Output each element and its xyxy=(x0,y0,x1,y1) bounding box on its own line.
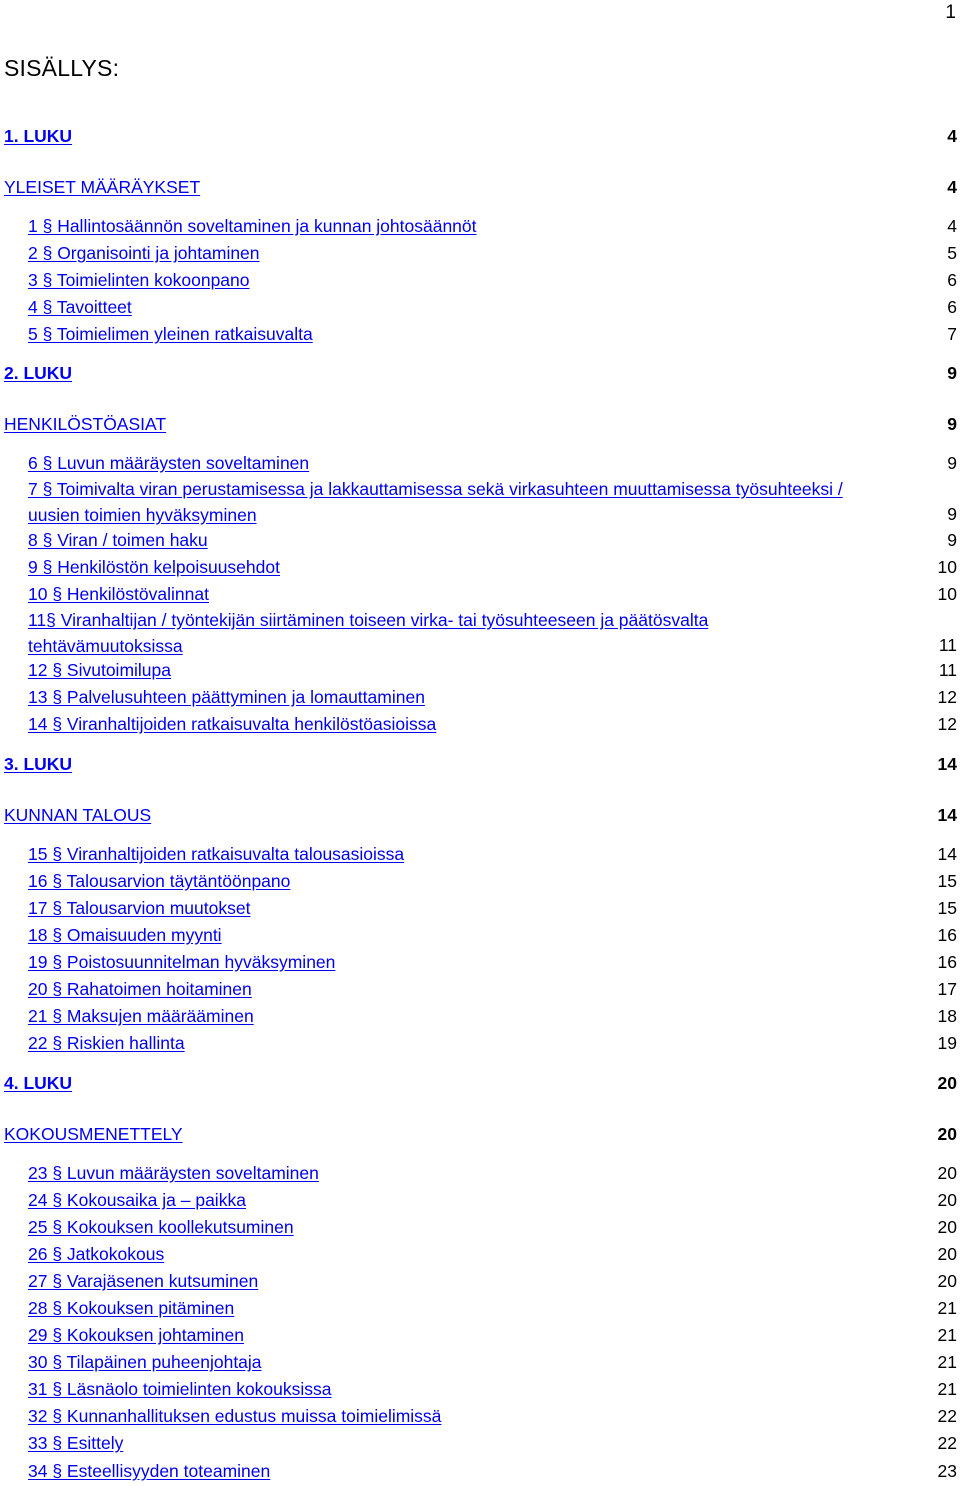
toc-page-number: 9 xyxy=(947,363,957,383)
toc-page-number: 15 xyxy=(937,871,957,891)
toc-link[interactable]: 4 § Tavoitteet xyxy=(28,297,132,317)
toc-entry-label xyxy=(28,556,280,578)
toc-page-number: 14 xyxy=(937,805,957,825)
toc-link[interactable]: 30 § Tilapäinen puheenjohtaja xyxy=(28,1352,262,1372)
toc-entry-label xyxy=(28,924,222,946)
toc-entry-label xyxy=(28,452,309,474)
toc-page-number: 22 xyxy=(937,1406,957,1426)
toc-entry xyxy=(0,529,960,555)
toc-link[interactable]: 22 § Riskien hallinta xyxy=(28,1033,185,1053)
toc-entry-label xyxy=(4,362,72,384)
toc-entry xyxy=(0,1189,960,1215)
toc-entry xyxy=(0,269,960,295)
toc-page-number: 14 xyxy=(937,844,957,864)
toc-page-number: 20 xyxy=(937,1124,957,1144)
toc-page-number: 20 xyxy=(937,1163,957,1183)
toc-entry-label xyxy=(28,583,209,605)
toc-entry-label xyxy=(28,1216,294,1238)
toc-link[interactable]: 8 § Viran / toimen haku xyxy=(28,530,208,550)
toc-entry-label xyxy=(4,1072,72,1094)
toc-entry-label xyxy=(28,686,425,708)
toc-page-number: 12 xyxy=(937,714,957,734)
toc-link[interactable]: 24 § Kokousaika ja – paikka xyxy=(28,1190,246,1210)
toc-entry xyxy=(0,296,960,322)
toc-entry-label xyxy=(4,753,72,775)
toc-link[interactable]: 31 § Läsnäolo toimielinten kokouksissa xyxy=(28,1379,332,1399)
toc-entry-label xyxy=(28,1189,246,1211)
toc-chapter xyxy=(0,362,960,388)
toc-entry xyxy=(0,686,960,712)
toc-entry xyxy=(0,1405,960,1431)
toc-page-number: 9 xyxy=(947,453,957,473)
toc-entry-label xyxy=(28,897,250,919)
toc-entry xyxy=(0,1005,960,1031)
toc-page-number: 20 xyxy=(937,1217,957,1237)
toc-page-number: 18 xyxy=(937,1006,957,1026)
toc-entry xyxy=(0,452,960,478)
toc-link[interactable]: 2. LUKU xyxy=(4,363,73,383)
toc-link[interactable]: 19 § Poistosuunnitelman hyväksyminen xyxy=(28,952,336,972)
toc-link[interactable]: 2 § Organisointi ja johtaminen xyxy=(28,243,260,263)
toc-link[interactable]: 1. LUKU xyxy=(4,126,73,146)
toc-link[interactable]: 15 § Viranhaltijoiden ratkaisuvalta talousasioissa xyxy=(28,844,405,864)
toc-page-number: 6 xyxy=(947,270,957,290)
toc-page-number: 21 xyxy=(937,1379,957,1399)
toc-entry-label xyxy=(4,125,72,147)
toc-link[interactable]: 28 § Kokouksen pitäminen xyxy=(28,1298,235,1318)
toc-entry xyxy=(0,1297,960,1323)
toc-entry-label xyxy=(28,1324,244,1346)
toc-page-number: 4 xyxy=(947,126,957,146)
toc-link[interactable]: 32 § Kunnanhallituksen edustus muissa toimielimissä xyxy=(28,1406,442,1426)
toc-entry xyxy=(0,607,960,659)
toc-link[interactable]: 1 § Hallintosäännön soveltaminen ja kunnan johtosäännöt xyxy=(28,216,477,236)
toc-page-number: 15 xyxy=(937,898,957,918)
toc-link[interactable]: 27 § Varajäsenen kutsuminen xyxy=(28,1271,259,1291)
toc-page-number: 12 xyxy=(937,687,957,707)
toc-entry-label xyxy=(28,323,313,345)
toc-entry xyxy=(0,713,960,739)
toc-link[interactable]: 23 § Luvun määräysten soveltaminen xyxy=(28,1163,319,1183)
toc-link[interactable]: 13 § Palvelusuhteen päättyminen ja lomauttaminen xyxy=(28,687,425,707)
toc-entry xyxy=(0,978,960,1004)
toc-page-number: 21 xyxy=(937,1325,957,1345)
toc-entry xyxy=(0,476,960,528)
toc-link[interactable]: 11§ Viranhaltijan / työntekijän siirtäminen toiseen virka- tai työsuhteeseen ja päätösvalta xyxy=(28,610,709,630)
toc-link[interactable]: 10 § Henkilöstövalinnat xyxy=(28,584,209,604)
toc-entry-label xyxy=(28,1378,332,1400)
toc-entry-label xyxy=(28,1351,262,1373)
toc-entry-label xyxy=(28,296,132,318)
toc-link[interactable]: HENKILÖSTÖASIAT xyxy=(4,414,167,434)
toc-link[interactable]: KOKOUSMENETTELY xyxy=(4,1124,183,1144)
toc-chapter xyxy=(0,125,960,151)
toc-entry xyxy=(0,1432,960,1458)
toc-page-number: 21 xyxy=(937,1298,957,1318)
toc-entry-label xyxy=(28,713,436,735)
toc-link[interactable]: 20 § Rahatoimen hoitaminen xyxy=(28,979,252,999)
toc-heading xyxy=(0,413,960,439)
toc-entry-label xyxy=(4,176,200,198)
toc-page-number: 21 xyxy=(937,1352,957,1372)
toc-link[interactable]: 29 § Kokouksen johtaminen xyxy=(28,1325,244,1345)
toc-entry xyxy=(0,897,960,923)
toc-entry xyxy=(0,1460,960,1486)
toc-link[interactable]: 14 § Viranhaltijoiden ratkaisuvalta henkilöstöasioissa xyxy=(28,714,437,734)
toc-entry-label xyxy=(28,1460,270,1482)
toc-link[interactable]: 3 § Toimielinten kokoonpano xyxy=(28,270,250,290)
toc-entry xyxy=(0,951,960,977)
toc-entry xyxy=(0,1162,960,1188)
toc-entry-label xyxy=(4,804,151,826)
toc-entry-label xyxy=(28,1162,319,1184)
toc-entry-label xyxy=(28,1270,258,1292)
page-number: 1 xyxy=(945,2,956,23)
toc-entry xyxy=(0,659,960,685)
toc-entry xyxy=(0,323,960,349)
toc-entry-label xyxy=(28,1005,254,1027)
toc-entry-label xyxy=(28,951,335,973)
toc-entry-label xyxy=(28,1297,234,1319)
toc-page-number: 16 xyxy=(937,952,957,972)
toc-page-number: 20 xyxy=(937,1271,957,1291)
toc-link[interactable]: 7 § Toimivalta viran perustamisessa ja lakkauttamisessa sekä virkasuhteen muuttamisessa työsuhteeksi / xyxy=(28,479,843,499)
toc-entry-label xyxy=(28,870,290,892)
toc-link[interactable]: 12 § Sivutoimilupa xyxy=(28,660,171,680)
toc-entry xyxy=(0,870,960,896)
toc-page-number: 4 xyxy=(947,216,957,236)
toc-entry xyxy=(0,215,960,241)
toc-link[interactable]: 4. LUKU xyxy=(4,1073,73,1093)
toc-page-number: 9 xyxy=(947,504,957,524)
toc-page-number: 22 xyxy=(937,1433,957,1453)
toc-entry-label xyxy=(28,978,252,1000)
toc-page-number: 23 xyxy=(937,1461,957,1481)
toc-entry xyxy=(0,1351,960,1377)
toc-page-number: 14 xyxy=(937,754,957,774)
toc-entry-label xyxy=(4,413,166,435)
toc-link[interactable]: 3. LUKU xyxy=(4,754,73,774)
toc-entry-label xyxy=(28,659,171,681)
toc-page-number: 10 xyxy=(937,557,957,577)
toc-page-number: 11 xyxy=(938,635,957,655)
toc-entry xyxy=(0,1378,960,1404)
toc-link[interactable]: 21 § Maksujen määrääminen xyxy=(28,1006,254,1026)
toc-page-number: 6 xyxy=(947,297,957,317)
toc-title: SISÄLLYS: xyxy=(4,55,120,81)
toc-entry xyxy=(0,242,960,268)
toc-link[interactable]: 25 § Kokouksen koollekutsuminen xyxy=(28,1217,294,1237)
toc-chapter xyxy=(0,1072,960,1098)
toc-page-number: 10 xyxy=(937,584,957,604)
toc-entry-label xyxy=(28,242,260,264)
toc-entry xyxy=(0,1243,960,1269)
toc-entry xyxy=(0,1032,960,1058)
toc-page-number: 7 xyxy=(947,324,957,344)
toc-page-number: 20 xyxy=(937,1190,957,1210)
toc-entry-label xyxy=(28,529,208,551)
toc-link[interactable]: YLEISET MÄÄRÄYKSET xyxy=(4,177,201,197)
toc-link[interactable]: 6 § Luvun määräysten soveltaminen xyxy=(28,453,310,473)
toc-page-number: 5 xyxy=(947,243,957,263)
toc-heading xyxy=(0,176,960,202)
toc-entry xyxy=(0,1324,960,1350)
toc-entry xyxy=(0,583,960,609)
toc-page-number: 17 xyxy=(937,979,957,999)
toc-chapter xyxy=(0,753,960,779)
toc-page-number: 9 xyxy=(947,530,957,550)
toc-entry xyxy=(0,843,960,869)
toc-entry-label xyxy=(28,476,843,528)
toc-link[interactable]: 26 § Jatkokokous xyxy=(28,1244,165,1264)
toc-entry xyxy=(0,1216,960,1242)
toc-page-number: 16 xyxy=(937,925,957,945)
toc-link[interactable]: 17 § Talousarvion muutokset xyxy=(28,898,251,918)
toc-heading xyxy=(0,1123,960,1149)
toc-link[interactable]: 5 § Toimielimen yleinen ratkaisuvalta xyxy=(28,324,313,344)
toc-link[interactable]: 34 § Esteellisyyden toteaminen xyxy=(28,1461,271,1481)
toc-entry-label xyxy=(28,1432,123,1454)
toc-entry-label xyxy=(28,1243,164,1265)
toc-link[interactable]: 33 § Esittely xyxy=(28,1433,124,1453)
toc-entry-label xyxy=(28,1405,441,1427)
toc-page-number: 20 xyxy=(937,1244,957,1264)
toc-page-number: 20 xyxy=(937,1073,957,1093)
toc-page-number: 11 xyxy=(938,660,957,680)
toc-page-number: 19 xyxy=(937,1033,957,1053)
toc-link[interactable]: 9 § Henkilöstön kelpoisuusehdot xyxy=(28,557,280,577)
toc-link[interactable]: KUNNAN TALOUS xyxy=(4,805,152,825)
toc-link-continued[interactable]: tehtävämuutoksissa xyxy=(28,636,183,656)
toc-entry-label xyxy=(28,607,708,659)
toc-link-continued[interactable]: uusien toimien hyväksyminen xyxy=(28,505,257,525)
toc-entry-label xyxy=(28,843,404,865)
toc-entry-label xyxy=(28,1032,185,1054)
toc-heading xyxy=(0,804,960,830)
toc-entry-label xyxy=(4,1123,183,1145)
toc-link[interactable]: 18 § Omaisuuden myynti xyxy=(28,925,222,945)
toc-entry-label xyxy=(28,215,477,237)
toc-page-number: 4 xyxy=(947,177,957,197)
toc-page-number: 9 xyxy=(947,414,957,434)
toc-entry xyxy=(0,1270,960,1296)
toc-entry xyxy=(0,924,960,950)
toc-link[interactable]: 16 § Talousarvion täytäntöönpano xyxy=(28,871,291,891)
toc-entry-label xyxy=(28,269,250,291)
toc-entry xyxy=(0,556,960,582)
